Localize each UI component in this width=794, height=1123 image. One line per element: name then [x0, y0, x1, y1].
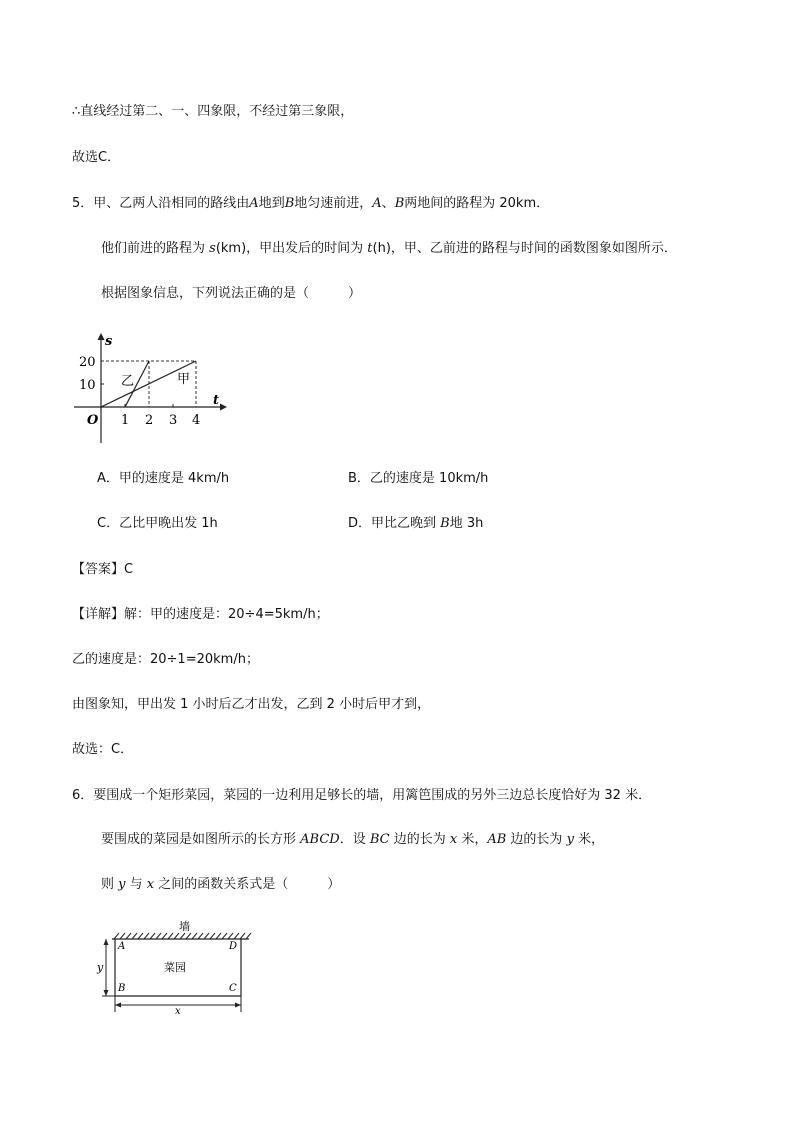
y-tick-label-10: 10: [79, 378, 96, 393]
point-label-c: C: [229, 983, 237, 994]
x-tick-label-3: 3: [169, 413, 178, 428]
point-label-b: B: [118, 983, 126, 994]
series-label-yi: 乙: [121, 374, 135, 389]
q5-stem: 5．甲、乙两人沿相同的路线由A地到B地匀速前进，A、B两地间的路程为 20km．: [72, 196, 550, 211]
q5-detail-1: 【详解】解：甲的速度是：20÷4=5km/h；: [72, 607, 329, 622]
x-tick-label-1: 1: [121, 413, 130, 428]
q5-detail-2: 乙的速度是：20÷1=20km/h；: [72, 652, 259, 667]
q5-option-c: C．乙比甲晚出发 1h: [97, 516, 218, 531]
q6-garden-figure: [95, 915, 260, 1015]
detail-label: 【详解】: [72, 607, 125, 622]
wall-label: 墙: [179, 920, 190, 933]
q5-number: 5．: [72, 196, 94, 211]
q5-option-a: A．甲的速度是 4km/h: [97, 471, 230, 486]
q6-number: 6．: [72, 788, 94, 803]
q5-distance-time-graph: [70, 328, 230, 448]
q5-option-d: D．甲比乙晚到 B地 3h: [348, 516, 484, 531]
answer-value: C: [124, 562, 134, 577]
x-tick-label-2: 2: [145, 413, 154, 428]
q6-stem: 6．要围成一个矩形菜园，菜园的一边利用足够长的墙，用篱笆围成的另外三边总长度恰好为 32 米．: [72, 788, 652, 803]
x-tick-label-4: 4: [192, 413, 201, 428]
point-label-d: D: [229, 941, 238, 952]
x-arrow-left: [115, 1003, 121, 1008]
prev-solution-line-1: ∴直线经过第二、一、四象限，不经过第三象限，: [72, 104, 354, 119]
y-arrow-bottom: [104, 990, 109, 996]
x-arrow-right: [235, 1003, 241, 1008]
t-axis-arrow: [220, 404, 227, 411]
garden-label: 菜园: [164, 961, 186, 974]
axis-label-s: s: [105, 334, 113, 349]
q6-stem-line-3: 则 y 与 x 之间的函数关系式是（ ）: [101, 877, 341, 892]
q5-stem-line-3: 根据图象信息，下列说法正确的是（ ）: [101, 286, 362, 301]
q5-stem-line-2: 他们前进的路程为 s(km)，甲出发后的时间为 t(h)，甲、乙前进的路程与时间的函数图象如图所示．: [101, 241, 677, 256]
answer-label: 【答案】: [72, 562, 125, 577]
point-label-a: A: [118, 941, 126, 952]
s-axis-arrow: [98, 333, 105, 340]
series-label-jia: 甲: [177, 372, 191, 387]
q5-answer: [72, 561, 133, 579]
q5-detail-4: 故选：C．: [72, 742, 134, 757]
q5-detail-3: 由图象知，甲出发 1 小时后乙才出发，乙到 2 小时后甲才到，: [72, 697, 431, 712]
dimension-label-x: x: [175, 1006, 181, 1015]
y-tick-label-20: 20: [79, 355, 96, 370]
q5-option-b: B．乙的速度是 10km/h: [348, 471, 489, 486]
origin-label: O: [87, 413, 99, 428]
prev-solution-line-2: 故选C．: [72, 150, 121, 165]
dimension-label-y: y: [97, 961, 104, 974]
q6-stem-line-2: 要围成的菜园是如图所示的长方形 ABCD．设 BC 边的长为 x 米，AB 边的长为 y 米，: [101, 832, 605, 847]
wall-hatching: [114, 933, 251, 939]
y-arrow-top: [104, 939, 109, 945]
axis-label-t: t: [213, 393, 220, 408]
